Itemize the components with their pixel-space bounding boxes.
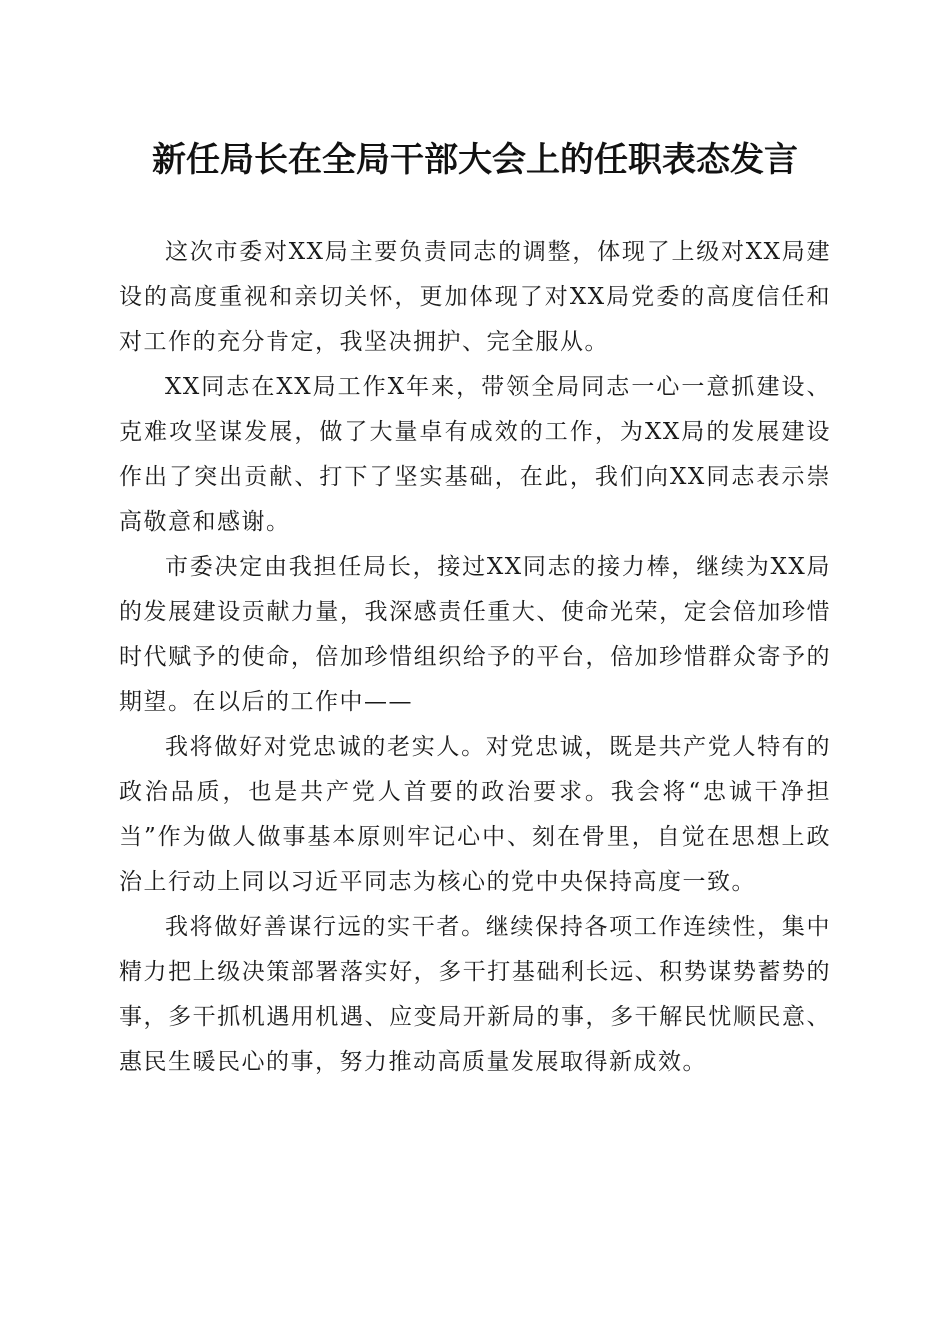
document-title: 新任局长在全局干部大会上的任职表态发言 — [152, 140, 798, 180]
paragraph: 市委决定由我担任局长，接过XX同志的接力棒，继续为XX局的发展建设贡献力量，我深感责任重大、使命光荣，定会倍加珍惜时代赋予的使命，倍加珍惜组织给予的平台，倍加珍惜群众寄予的期望。在以后的工作中—— — [119, 554, 831, 715]
paragraph: 我将做好对党忠诚的老实人。对党忠诚，既是共产党人特有的政治品质，也是共产党人首要的政治要求。我会将“忠诚干净担当”作为做人做事基本原则牢记心中、刻在骨里，自觉在思想上政治上行动上同以习近平同志为核心的党中央保持高度一致。 — [119, 734, 831, 895]
paragraph: XX同志在XX局工作X年来，带领全局同志一心一意抓建设、克难攻坚谋发展，做了大量卓有成效的工作，为XX局的发展建设作出了突出贡献、打下了坚实基础，在此，我们向XX同志表示崇高敬意和感谢。 — [119, 374, 831, 535]
paragraph: 我将做好善谋行远的实干者。继续保持各项工作连续性，集中精力把上级决策部署落实好，多干打基础利长远、积势谋势蓄势的事，多干抓机遇用机遇、应变局开新局的事，多干解民忧顺民意、惠民生暖民心的事，努力推动高质量发展取得新成效。 — [119, 914, 831, 1075]
paragraph: 这次市委对XX局主要负责同志的调整，体现了上级对XX局建设的高度重视和亲切关怀，更加体现了对XX局党委的高度信任和对工作的充分肯定，我坚决拥护、完全服从。 — [119, 239, 831, 355]
document-body — [119, 230, 831, 1085]
